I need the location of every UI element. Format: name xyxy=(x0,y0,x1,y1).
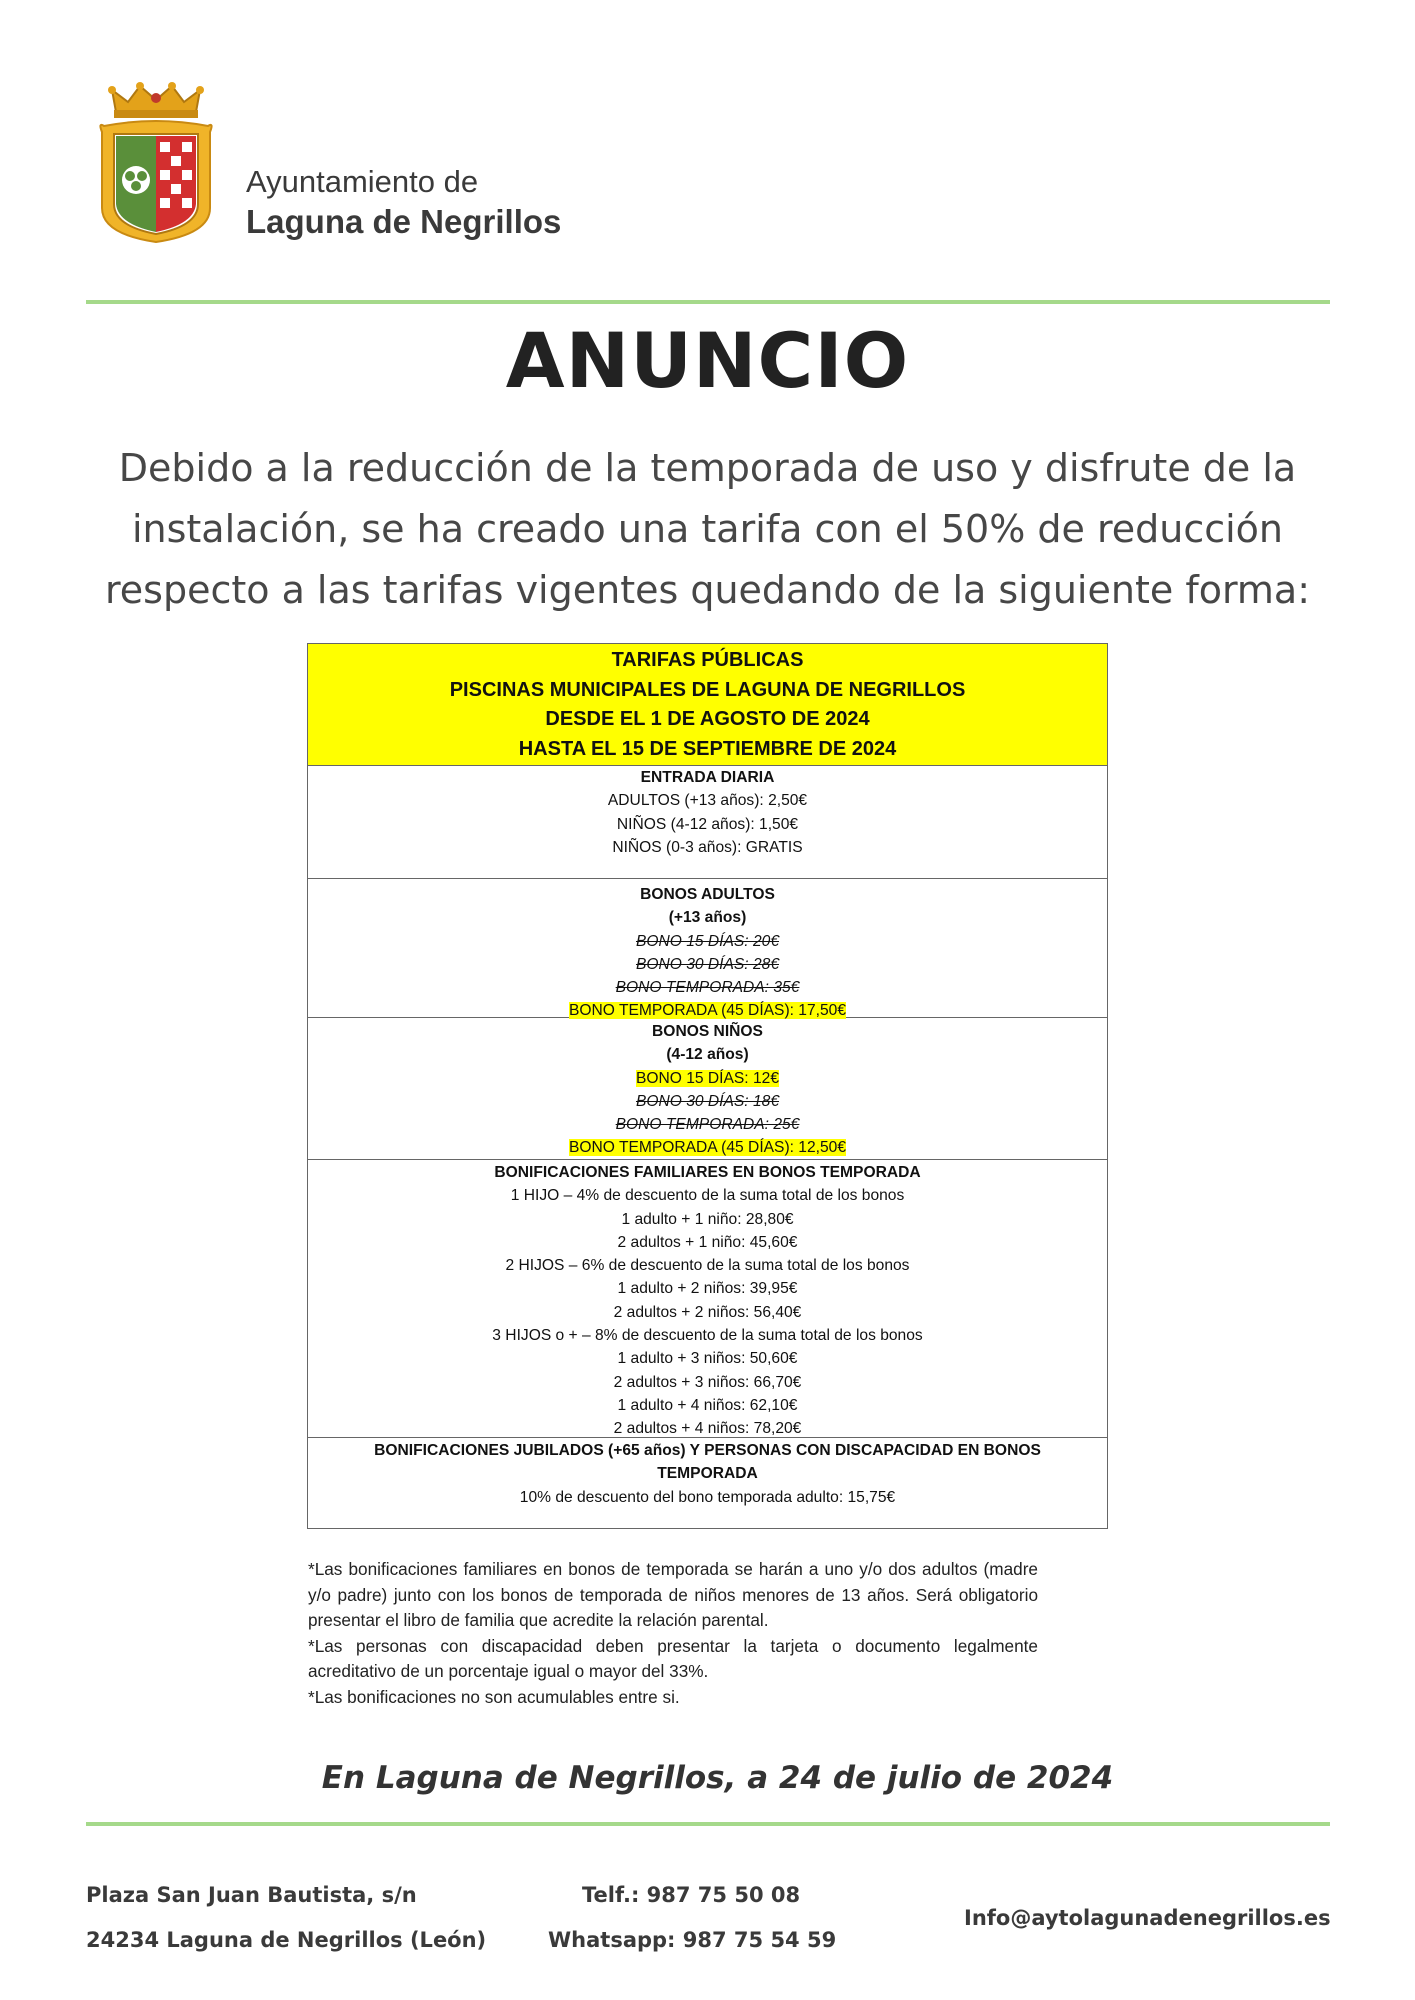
highlighted-price-line: BONO TEMPORADA (45 DÍAS): 12,50€ xyxy=(568,1139,847,1157)
section-bonos-ninos xyxy=(308,1018,1107,1160)
footnote: *Las bonificaciones no son acumulables entre si. xyxy=(308,1686,680,1707)
price-line: NIÑOS (0-3 años): GRATIS xyxy=(612,838,803,856)
tariff-header-line: HASTA EL 15 DE SEPTIEMBRE DE 2024 xyxy=(518,737,897,760)
intro-line: respecto a las tarifas vigentes quedando de la siguiente forma: xyxy=(104,568,1310,612)
tariff-table xyxy=(307,643,1108,1529)
section-entrada-diaria xyxy=(308,766,1107,879)
price-line: NIÑOS (4-12 años): 1,50€ xyxy=(616,815,799,833)
section-title: BONOS NIÑOS xyxy=(652,1023,763,1040)
section-title: BONIFICACIONES FAMILIARES EN BONOS TEMPORADA xyxy=(494,1164,921,1181)
organization-name-line1: Ayuntamiento de xyxy=(246,164,479,199)
struck-price-line: BONO TEMPORADA: 35€ xyxy=(615,979,800,997)
tariff-header xyxy=(308,644,1107,766)
coat-of-arms-logo xyxy=(98,82,214,244)
footer-phone: Telf.: 987 75 50 08 xyxy=(582,1883,801,1907)
footnote: *Las bonificaciones familiares en bonos de temporada se harán a uno y/o dos adultos (madre y/o padre) junto con los bonos de temporada de niños menores de 13 años. Será obligatorio presentar el libro de familia que acredite la relación parental. xyxy=(308,1559,1038,1630)
discount-line: 1 adulto + 4 niños: 62,10€ xyxy=(617,1396,798,1414)
tariff-header-line: TARIFAS PÚBLICAS xyxy=(611,649,804,671)
section-title: ENTRADA DIARIA xyxy=(640,769,775,786)
struck-price-line: BONO TEMPORADA: 25€ xyxy=(615,1116,800,1134)
struck-price-line: BONO 15 DÍAS: 20€ xyxy=(635,932,779,950)
header-divider xyxy=(86,300,1330,304)
discount-line: 1 HIJO – 4% de descuento de la suma total de los bonos xyxy=(510,1187,905,1205)
struck-price-line: BONO 30 DÍAS: 18€ xyxy=(635,1092,779,1110)
discount-line: 1 adulto + 2 niños: 39,95€ xyxy=(617,1280,798,1298)
section-bonos-adultos xyxy=(308,879,1107,1018)
section-subtitle: (4-12 años) xyxy=(666,1046,749,1064)
discount-line: 1 adulto + 3 niños: 50,60€ xyxy=(617,1350,798,1368)
discount-line: 2 adultos + 2 niños: 56,40€ xyxy=(613,1303,802,1321)
announcement-title: ANUNCIO xyxy=(505,316,910,405)
price-line: ADULTOS (+13 años): 2,50€ xyxy=(607,792,808,810)
discount-line: 2 HIJOS – 6% de descuento de la suma total de los bonos xyxy=(505,1257,910,1275)
intro-line: instalación, se ha creado una tarifa con el 50% de reducción xyxy=(131,507,1284,551)
intro-line: Debido a la reducción de la temporada de uso y disfrute de la xyxy=(118,446,1297,490)
section-title: BONIFICACIONES JUBILADOS (+65 años) Y PERSONAS CON DISCAPACIDAD EN BONOS xyxy=(374,1442,1041,1459)
discount-line: 2 adultos + 1 niño: 45,60€ xyxy=(617,1233,798,1251)
footnotes xyxy=(308,1557,1038,1710)
discount-line: 10% de descuento del bono temporada adulto: 15,75€ xyxy=(519,1488,896,1506)
discount-line: 3 HIJOS o + – 8% de descuento de la suma total de los bonos xyxy=(492,1327,923,1345)
intro-text xyxy=(90,438,1325,621)
struck-price-line: BONO 30 DÍAS: 28€ xyxy=(635,955,779,973)
highlighted-price-line: BONO TEMPORADA (45 DÍAS): 17,50€ xyxy=(568,1002,847,1020)
highlighted-price-line: BONO 15 DÍAS: 12€ xyxy=(635,1069,779,1087)
tariff-header-line: PISCINAS MUNICIPALES DE LAGUNA DE NEGRILLOS xyxy=(449,678,966,701)
section-bonificaciones-familiares xyxy=(308,1160,1107,1438)
section-title: BONOS ADULTOS xyxy=(640,886,775,903)
section-bonificaciones-jubilados xyxy=(308,1438,1107,1528)
footer-divider xyxy=(86,1822,1330,1826)
discount-line: 1 adulto + 1 niño: 28,80€ xyxy=(621,1210,794,1228)
footer-whatsapp: Whatsapp: 987 75 54 59 xyxy=(548,1928,837,1952)
section-subtitle: (+13 años) xyxy=(668,909,747,927)
section-title: TEMPORADA xyxy=(657,1465,758,1483)
footer-address-line1: Plaza San Juan Bautista, s/n xyxy=(86,1883,417,1907)
footer-email-link[interactable]: Info@aytolagunadenegrillos.es xyxy=(964,1906,1331,1930)
footer-address-line2: 24234 Laguna de Negrillos (León) xyxy=(86,1928,487,1952)
discount-line: 2 adultos + 4 niños: 78,20€ xyxy=(613,1420,802,1438)
discount-line: 2 adultos + 3 niños: 66,70€ xyxy=(613,1373,802,1391)
tariff-header-line: DESDE EL 1 DE AGOSTO DE 2024 xyxy=(545,708,870,730)
footnote: *Las personas con discapacidad deben presentar la tarjeta o documento legalmente acreditativo de un porcentaje igual o mayor del 33%. xyxy=(308,1635,1038,1681)
organization-name-line2: Laguna de Negrillos xyxy=(246,203,562,240)
closing-date-line: En Laguna de Negrillos, a 24 de julio de 2024 xyxy=(321,1760,1114,1796)
